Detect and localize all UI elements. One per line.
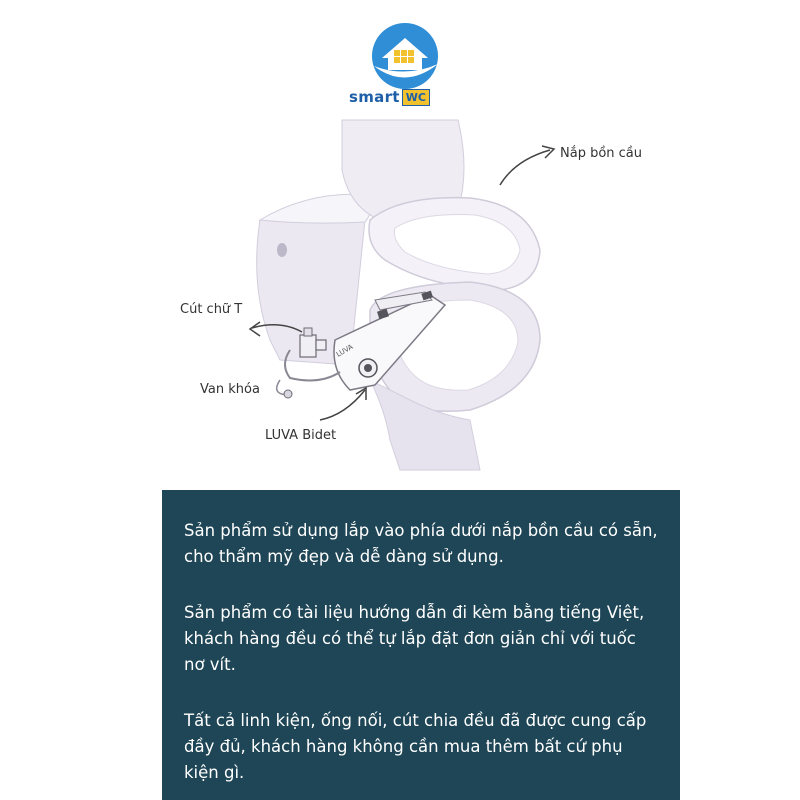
info-paragraph-2: Sản phẩm có tài liệu hướng dẫn đi kèm bằng tiếng Việt, khách hàng đều có thể tự lắp đặt đơn giản chỉ với tuốc nơ vít. bbox=[184, 603, 645, 674]
brand-logo bbox=[340, 20, 470, 110]
bidet-installation-diagram bbox=[170, 110, 670, 480]
logo-badge: WC bbox=[402, 89, 430, 106]
toilet-illustration bbox=[170, 110, 670, 480]
label-t-connector: Cút chữ T bbox=[180, 302, 243, 317]
label-bidet: LUVA Bidet bbox=[265, 428, 337, 443]
info-panel bbox=[162, 490, 680, 800]
info-paragraph-3: Tất cả linh kiện, ống nối, cút chia đều đã được cung cấp đầy đủ, khách hàng không cần mua thêm bất cứ phụ kiện gì. bbox=[184, 711, 647, 782]
svg-text:LUVA: LUVA bbox=[335, 342, 355, 359]
info-paragraph-1: Sản phẩm sử dụng lắp vào phía dưới nắp bồn cầu có sẵn, cho thẩm mỹ đẹp và dễ dàng sử dụng. bbox=[184, 521, 658, 566]
label-seat-lid: Nắp bồn cầu bbox=[560, 146, 643, 161]
label-shutoff-valve: Van khóa bbox=[200, 382, 260, 397]
logo-wordmark: smart bbox=[349, 88, 400, 106]
